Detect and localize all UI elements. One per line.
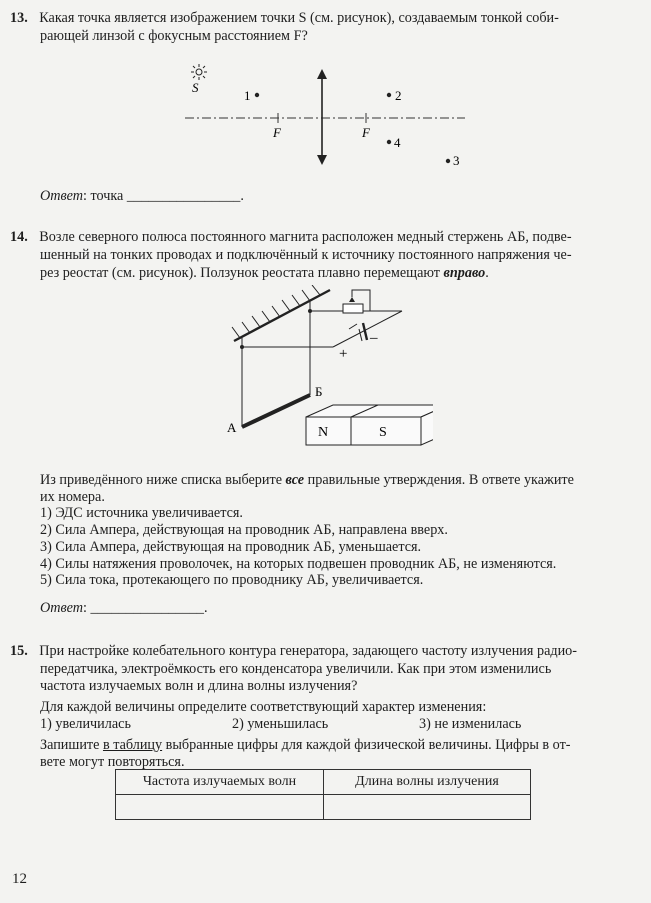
q13-number: 13. xyxy=(10,10,28,26)
q14-option-4: 4) Силы натяжения проволочек, на которых подвешен проводник АБ, не изменяются. xyxy=(40,556,557,572)
q13-answer-blank[interactable]: : точка ________________. xyxy=(83,188,244,204)
q14-line-1 xyxy=(10,229,572,246)
q14-number: 14. xyxy=(10,229,28,245)
q13-text-1: Какая точка является изображением точки S (см. рисунок), создаваемым тонкой соби- xyxy=(39,10,559,26)
q14-option-2: 2) Сила Ампера, действующая на проводник АБ, направлена вверх. xyxy=(40,522,448,538)
q13-line-1 xyxy=(10,10,559,27)
point-4 xyxy=(387,140,391,144)
rod-ab xyxy=(242,395,310,427)
q14-answer-blank[interactable]: : ________________. xyxy=(83,600,208,616)
q15-answer-table xyxy=(115,769,531,820)
rheostat-slider xyxy=(349,297,355,302)
source-label: S xyxy=(192,80,199,95)
q15-write-2: вете могут повторяться. xyxy=(40,754,185,770)
q15-table-ref: в таблицу xyxy=(102,737,163,753)
point-4-label: 4 xyxy=(394,135,401,150)
q15-write-text: Запишите xyxy=(40,737,103,753)
source-star-icon xyxy=(191,64,207,80)
q14-direction-emphasis: вправо xyxy=(443,265,486,281)
rheostat xyxy=(343,304,363,313)
q15-line-2: передатчика, электроёмкость его конденсатора увеличили. Как при этом изменились xyxy=(40,661,552,677)
point-3 xyxy=(446,159,450,163)
focus-left-label: F xyxy=(273,125,281,140)
q15-write-text-end: выбранные цифры для каждой физической величины. Цифры в от- xyxy=(162,737,571,753)
magnet-pole-s: S xyxy=(379,425,387,440)
point-1-label: 1 xyxy=(244,88,251,103)
point-1 xyxy=(255,93,259,97)
q15-choice-2: 2) уменьшилась xyxy=(232,716,329,732)
q13-lens-figure xyxy=(175,60,475,178)
q14-instr-text-end: правильные утверждения. В ответе укажите xyxy=(304,472,574,488)
q15-number: 15. xyxy=(10,643,28,659)
q13-line-2: рающей линзой с фокусным расстоянием F? xyxy=(40,28,308,44)
point-2-label: 2 xyxy=(395,88,402,103)
q15-choice-1: 1) увеличилась xyxy=(40,716,131,732)
magnet-pole-n: N xyxy=(318,425,329,440)
battery-icon xyxy=(349,323,367,341)
rod-label-a: А xyxy=(227,420,237,435)
q15-line-3: частота излучаемых волн и длина волны излучения? xyxy=(40,678,358,694)
ceiling-support xyxy=(232,285,330,341)
q14-all-emphasis: все xyxy=(285,472,305,488)
q14-line-3 xyxy=(40,265,489,282)
focus-right-label: F xyxy=(362,125,370,140)
rod-label-b: Б xyxy=(315,384,323,399)
q14-instr-text: Из приведённого ниже списка выберите xyxy=(40,472,286,488)
q14-option-1: 1) ЭДС источника увеличивается. xyxy=(40,505,243,521)
q15-answer-cell-wavelength[interactable] xyxy=(324,795,531,820)
q15-header-wavelength: Длина волны излучения xyxy=(324,770,531,795)
q15-write-1 xyxy=(40,737,571,754)
point-3-label: 3 xyxy=(453,153,460,168)
battery-minus: – xyxy=(370,330,378,346)
q15-text-1: При настройке колебательного контура генератора, задающего частоту излучения радио- xyxy=(39,643,577,659)
q13-answer xyxy=(40,188,244,205)
q15-line-1 xyxy=(10,643,577,660)
q14-instruction-2: их номера. xyxy=(40,489,105,505)
q13-answer-label: Ответ xyxy=(40,188,84,204)
q15-choice-3: 3) не изменилась xyxy=(419,716,522,732)
point-2 xyxy=(387,93,391,97)
q14-line-2: шенный на тонких проводах и подключённый к источнику постоянного напряжения че- xyxy=(40,247,572,263)
q15-answer-cell-frequency[interactable] xyxy=(116,795,324,820)
q14-instruction-1 xyxy=(40,472,574,489)
converging-lens xyxy=(317,69,327,165)
q14-magnet-figure xyxy=(218,285,433,450)
q14-option-5: 5) Сила тока, протекающего по проводнику АБ, увеличивается. xyxy=(40,572,424,588)
battery-plus: + xyxy=(339,346,348,362)
page-number: 12 xyxy=(12,871,27,887)
q15-instruction: Для каждой величины определите соответствующий характер изменения: xyxy=(40,699,487,715)
q15-header-frequency: Частота излучаемых волн xyxy=(116,770,324,795)
q14-text-1: Возле северного полюса постоянного магнита расположен медный стержень АБ, подве- xyxy=(39,229,572,245)
q14-option-3: 3) Сила Ампера, действующая на проводник АБ, уменьшается. xyxy=(40,539,422,555)
q14-answer xyxy=(40,600,208,617)
q14-answer-label: Ответ xyxy=(40,600,84,616)
q14-text-3-end: . xyxy=(485,265,489,281)
q14-text-3: рез реостат (см. рисунок). Ползунок реостата плавно перемещают xyxy=(40,265,444,281)
